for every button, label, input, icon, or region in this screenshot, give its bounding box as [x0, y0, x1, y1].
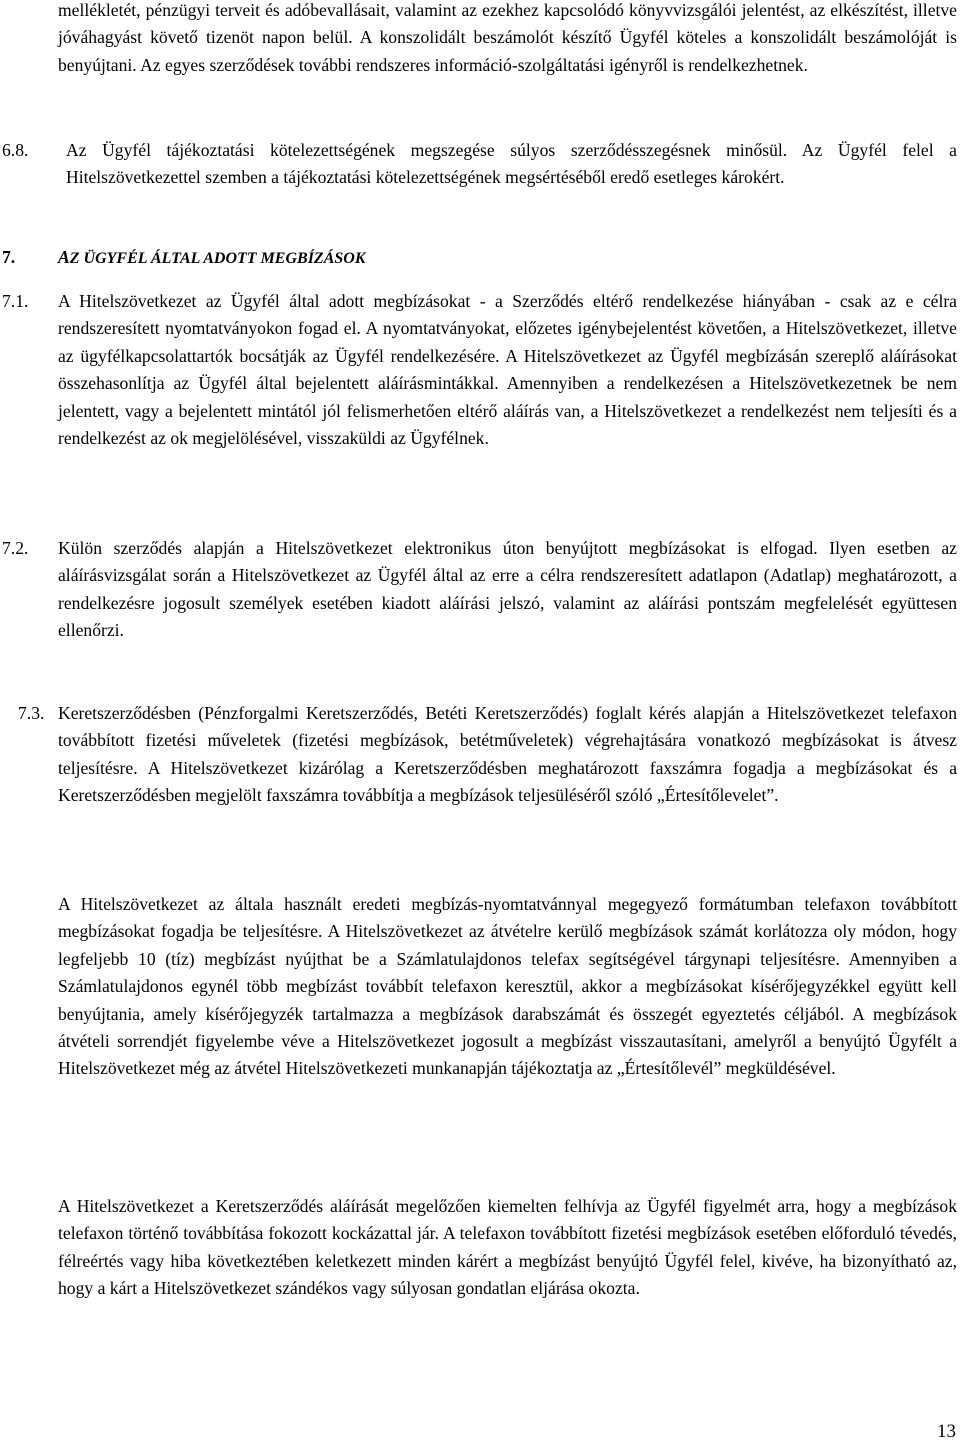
fax-orders-paragraph: A Hitelszövetkezet az általa használt eredeti megbízás-nyomtatvánnyal megegyező formátumban telefaxon továbbított megbízásokat fogadja be teljesítésre. A Hitelszövetkezet az átvételre kerülő megbízások számát korlátozza oly módon, hogy legfeljebb 10 (tíz) megbízást nyújthat be a Számlatulajdonos telefax segítségével tárgynapi teljesítésre. Amennyiben a Számlatulajdonos egynél több megbízást továbbít telefaxon keresztül, akkor a megbízásokat kísérőjegyzékkel együtt kell benyújtania, amely kísérőjegyzék tartalmazza a megbízások darabszámát és összegét egyeztetés céljából. A megbízások átvételi sorrendjét figyelembe véve a Hitelszövetkezet jogosult a megbízást visszautasítani, amelyről a benyújtó Ügyfélt a Hitelszövetkezet még az átvétel Hitelszövetkezeti munkanapján tájékoztatja az „Értesítőlevél” megküldésével.	[58, 894, 957, 1079]
section-text: A Hitelszövetkezet az Ügyfél által adott megbízásokat - a Szerződés eltérő rendelkezése hiányában - csak az e célra rendszeresített nyomtatványokon fogad el. A nyomtatványokat, előzetes igénybejelentést követően, a Hitelszövetkezet, illetve az ügyfélkapcsolattartók bocsátják az Ügyfél rendelkezésére. A Hitelszövetkezet az Ügyfél megbízásán szereplő aláírásokat összehasonlítja az Ügyfél által bejelentett aláírásmintákkal. Amennyiben a rendelkezésen a Hitelszövetkezetnek be nem jelentett, vagy a bejelentett mintától jól felismerhetően eltérő aláírás van, a Hitelszövetkezet a rendelkezést nem teljesíti és a rendelkezést az ok megjelölésével, visszaküldi az Ügyfélnek.	[58, 291, 957, 449]
section-title-cap: A	[58, 247, 70, 267]
section-6-8-text: Az Ügyfél tájékoztatási kötelezettségének megszegése súlyos szerződésszegésnek minősül. Az Ügyfél felel a Hitelszövetkezettel szemben a tájékoztatási kötelezettségének megsértéséből eredő esetleges károkért.	[66, 140, 957, 188]
section-text: Keretszerződésben (Pénzforgalmi Keretszerződés, Betéti Keretszerződés) foglalt kérés alapján a Hitelszövetkezet telefaxon továbbított fizetési műveletek (fizetési megbízások, betétműveletek) végrehajtására vonatkozó megbízásokat is átvesz teljesítésre. A Hitelszövetkezet kizárólag a Keretszerződésben meghatározott faxszámra fogadja a megbízásokat és a Keretszerződésben megjelölt faxszámra továbbítja a megbízások teljesüléséről szóló „Értesítőlevelet”.	[58, 703, 957, 806]
section-title-rest: Z ÜGYFÉL ÁLTAL ADOTT MEGBÍZÁSOK	[69, 250, 366, 267]
section-number: 7.1.	[2, 291, 29, 311]
section-text	[66, 137, 957, 192]
section-title	[58, 244, 365, 272]
section-text: Külön szerződés alapján a Hitelszövetkezet elektronikus úton benyújtott megbízásokat is elfogad. Ilyen esetben az aláírásvizsgálat során a Hitelszövetkezet az Ügyfél által az erre a célra rendszeresített adatlapon (Adatlap) meghatározott, a rendelkezésre jogosult személyek esetében kiadott aláírási jelszó, valamint az aláírási pontszám megfelelését együttesen ellenőrzi.	[58, 538, 957, 641]
section-number: 7.2.	[2, 538, 29, 558]
section-number: 7.	[2, 247, 16, 267]
section-number: 6.8.	[2, 140, 29, 160]
section-number: 7.3.	[18, 703, 45, 723]
intro-paragraph: mellékletét, pénzügyi terveit és adóbevallásait, valamint az ezekhez kapcsolódó könyvvizsgálói jelentést, az elkészítést, illetve jóváhagyást követő tizenöt napon belül. A konszolidált beszámolót készítő Ügyfél köteles a konszolidált beszámolóját is benyújtani. Az egyes szerződések további rendszeres információ-szolgáltatási igényről is rendelkezhetnek.	[58, 0, 957, 75]
risk-paragraph: A Hitelszövetkezet a Keretszerződés aláírását megelőzően kiemelten felhívja az Ügyfél figyelmét arra, hogy a megbízások telefaxon történő továbbítása fokozott kockázattal jár. A telefaxon továbbított fizetési megbízások esetében előforduló tévedés, félreértés vagy hiba következtében keletkezett minden kárért a megbízást benyújtó Ügyfél felel, kivéve, ha bizonyítható az, hogy a kárt a Hitelszövetkezet szándékos vagy súlyosan gondatlan eljárása okozta.	[58, 1196, 957, 1299]
page-number: 13	[937, 1421, 956, 1442]
